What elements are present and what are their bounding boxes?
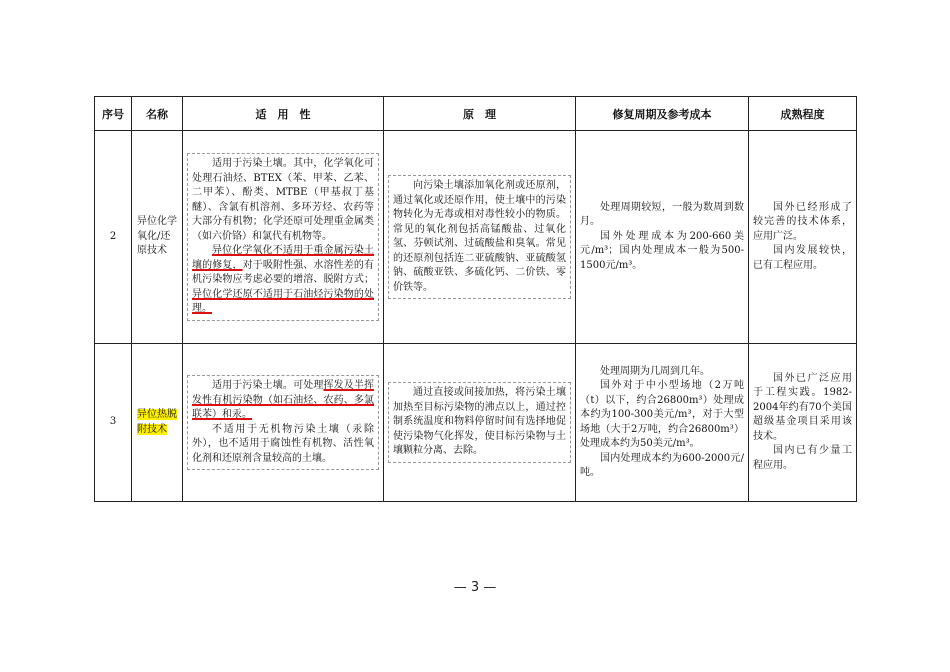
applicability-box	[187, 375, 379, 470]
underlined-text: 挥发及半挥发性有机污染物（如石油烃、农药、多氯联苯）和汞。	[192, 380, 375, 420]
principle-box	[388, 382, 571, 463]
maturity-para-2: 国内已有少量工程应用。	[753, 445, 852, 471]
applicability-para-1: 适用于污染土壤。其中，化学氧化可处理石油烃、BTEX（苯、甲苯、乙苯、二甲苯）、酚类、MTBE（甲基叔丁基醚）、含氯有机溶剂、多环芳烃、农药等大部分有机物；化学还原可处理重金属类（如六价铬）和氯代有机物等。	[192, 158, 374, 242]
cost-para-3: 国内处理成本约为600-2000元/吨。	[580, 452, 744, 478]
applicability-box	[187, 153, 379, 321]
table-row	[95, 131, 857, 344]
row-name	[132, 344, 183, 502]
cost-para-1: 处理周期较短，一般为数周到数月。	[580, 201, 744, 228]
applicability-text: 适用于污染土壤。可处理	[212, 380, 324, 391]
principle-text: 向污染土壤添加氧化剂或还原剂，通过氧化或还原作用，使土壤中的污染物转化为无毒或相对毒性较小的物质。常见的氧化剂包括高锰酸盐、过氧化氢、芬顿试剂、过硫酸盐和臭氧。常见的还原剂包括连二亚硫酸钠、亚硫酸氢钠、硫酸亚铁、多硫化钙、二价铁、零价铁等。	[393, 180, 566, 293]
maturity-para-2: 国内发展较快，已有工程应用。	[753, 245, 852, 271]
row-no: 3	[95, 344, 132, 502]
row-maturity	[749, 131, 857, 344]
table-row	[95, 344, 857, 502]
page-number: — 3 —	[453, 580, 497, 595]
cost-para-1: 处理周期为几周到几年。	[600, 365, 710, 377]
row-maturity	[749, 344, 857, 502]
applicability-para-1	[192, 379, 374, 423]
cost-para-2: 国外处理成本为200-660美元/m³；国内处理成本一般为500-1500元/m³。	[580, 230, 744, 271]
underlined-text: 异位化学氧化不适用于重金属污染土壤的修复，	[192, 245, 374, 271]
header-no: 序号	[95, 97, 132, 131]
row-principle	[384, 131, 576, 344]
cost-para-2: 国外对于中小型场地（2万吨（t）以下，约合26800m³）处理成本约为100-300美元/m³，对于大型场地（大于2万吨，约合26800m³）处理成本约为50美元/m³。	[580, 380, 744, 449]
maturity-para-1: 国外已经形成了较完善的技术体系，应用广泛。	[753, 201, 852, 242]
underlined-text: 异位化学还原不适用于石油烃污染物的处理。	[192, 288, 374, 315]
row-applicability	[183, 344, 384, 502]
applicability-text: 对于吸附性强、水溶性差的有机污染物应考虑必要的增溶、脱附方式；	[192, 259, 375, 286]
row-applicability	[183, 131, 384, 344]
header-name: 名称	[132, 97, 183, 131]
maturity-para-1: 国外已广泛应用于工程实践。1982-2004年约有70个美国超级基金项目采用该技术。	[753, 372, 852, 442]
row-name: 异位化学氧化/还原技术	[132, 131, 183, 344]
table-header-row	[95, 97, 857, 131]
applicability-para-2: 不适用于无机物污染土壤（汞除外），也不适用于腐蚀性有机物、活性氧化剂和还原剂含量较高的土壤。	[192, 423, 374, 464]
applicability-para-2	[192, 244, 374, 317]
row-cost	[576, 131, 749, 344]
principle-text: 通过直接或间接加热，将污染土壤加热至目标污染物的沸点以上，通过控制系统温度和物料停留时间有选择地促使污染物气化挥发，使目标污染物与土壤颗粒分离、去除。	[393, 387, 566, 457]
header-maturity: 成熟程度	[749, 97, 857, 131]
highlighted-name: 异位热脱附技术	[137, 409, 177, 435]
technology-table	[94, 96, 857, 502]
header-applicability: 适 用 性	[183, 97, 384, 131]
row-cost	[576, 344, 749, 502]
principle-box	[388, 175, 571, 299]
header-cost: 修复周期及参考成本	[576, 97, 749, 131]
header-principle: 原 理	[384, 97, 576, 131]
row-no: 2	[95, 131, 132, 344]
row-principle	[384, 344, 576, 502]
